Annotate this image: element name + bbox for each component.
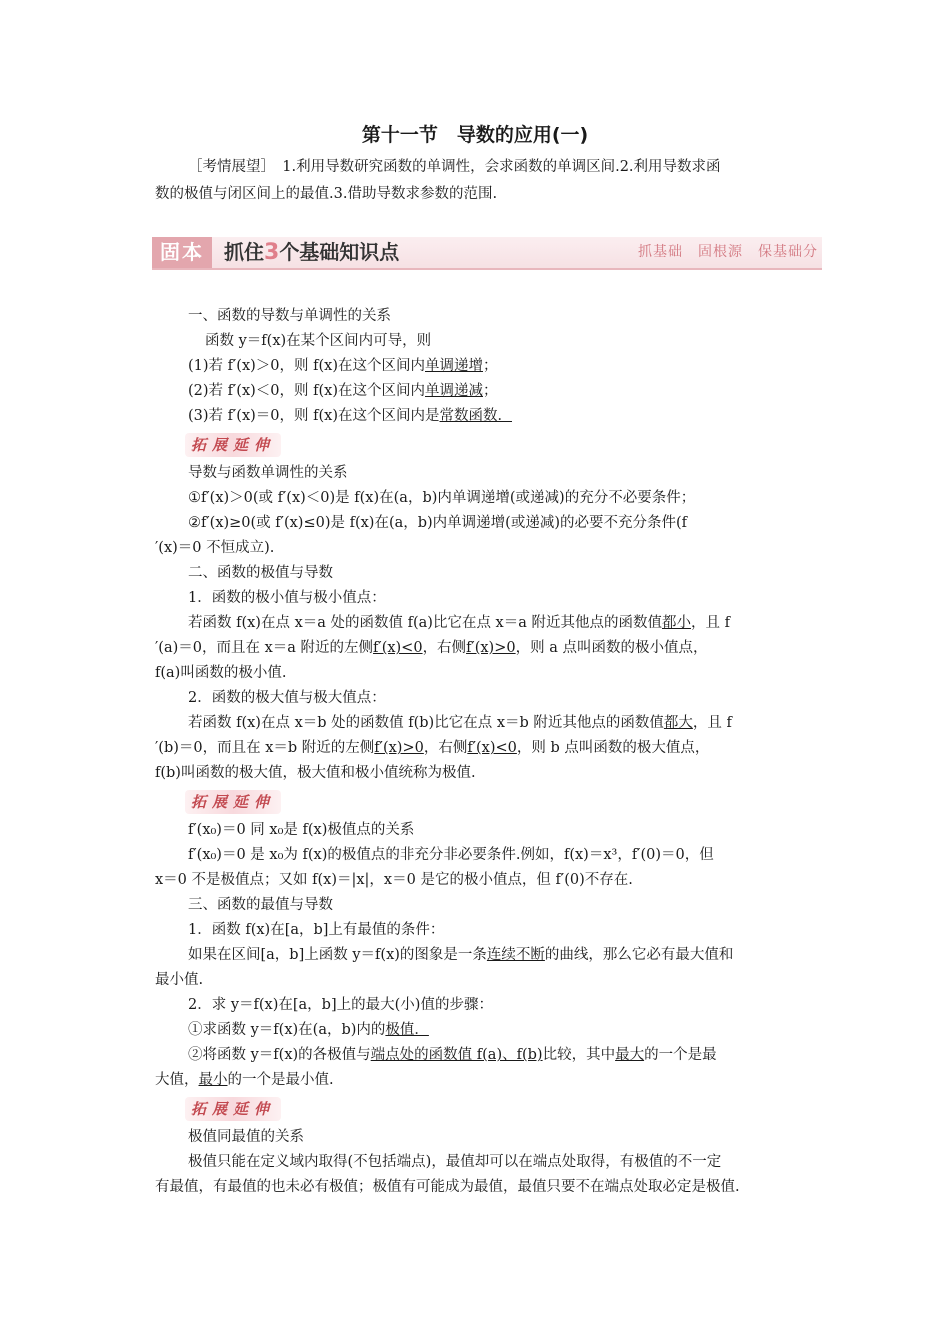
text: 如果在区间[a，b]上函数 y＝f(x)的图象是一条 bbox=[188, 947, 487, 963]
extension-heading: 极值同最值的关系 bbox=[188, 1129, 304, 1145]
paragraph bbox=[155, 736, 820, 761]
paragraph bbox=[155, 611, 820, 636]
text: ，右侧 bbox=[422, 640, 467, 656]
text: ； bbox=[483, 383, 498, 399]
text: ，且 f bbox=[692, 715, 732, 731]
text: 的曲线，那么它必有最大值和 bbox=[544, 947, 734, 963]
extension-tag-row bbox=[185, 1097, 820, 1123]
subsection-heading: 1．函数的极小值与极小值点： bbox=[188, 590, 386, 606]
banner-title-pre: 抓住 bbox=[224, 240, 264, 264]
subsection-heading: 2．函数的极大值与极大值点： bbox=[188, 690, 386, 706]
answer-blank: f′(x)>0 bbox=[374, 740, 424, 756]
banner-title bbox=[224, 237, 399, 268]
answer-blank: 极值． bbox=[385, 1022, 429, 1038]
text: 比较，其中 bbox=[542, 1047, 616, 1063]
subsection-heading: 2．求 y＝f(x)在[a，b]上的最大(小)值的步骤： bbox=[188, 997, 493, 1013]
text: (1)若 f′(x)＞0，则 f(x)在这个区间内 bbox=[188, 358, 425, 374]
section-heading: 一、函数的导数与单调性的关系 bbox=[188, 308, 391, 324]
exam-outlook-line: 数的极值与闭区间上的最值.3.借助导数求参数的范围. bbox=[155, 186, 498, 202]
text: ，则 a 点叫函数的极小值点， bbox=[515, 640, 708, 656]
page-title: 第十一节 导数的应用(一) bbox=[361, 124, 589, 146]
extension-tag-row bbox=[185, 790, 820, 816]
text: 若函数 f(x)在点 x＝b 处的函数值 f(b)比它在点 x＝b 附近其他点的函数值 bbox=[188, 715, 664, 731]
paragraph bbox=[155, 1068, 820, 1093]
answer-blank: f′(x)>0 bbox=[466, 640, 516, 656]
answer-blank: 都小 bbox=[661, 615, 691, 631]
condition-line bbox=[155, 379, 820, 404]
text: (2)若 f′(x)＜0，则 f(x)在这个区间内 bbox=[188, 383, 425, 399]
text: ，且 f bbox=[690, 615, 730, 631]
text: 的一个是最 bbox=[644, 1047, 717, 1063]
banner-label: 固本 bbox=[152, 237, 212, 268]
paragraph: ①f′(x)＞0(或 f′(x)＜0)是 f(x)在(a，b)内单调递增(或递减)的充分不必要条件； bbox=[188, 490, 696, 506]
paragraph: 有最值，有最值的也未必有极值；极值有可能成为最值，最值只要不在端点处取必定是极值. bbox=[155, 1179, 740, 1195]
paragraph: ②f′(x)≥0(或 f′(x)≤0)是 f(x)在(a，b)内单调递增(或递减)的必要不充分条件(f bbox=[188, 515, 688, 531]
text: (3)若 f′(x)＝0，则 f(x)在这个区间内是 bbox=[188, 408, 440, 424]
text: ，则 b 点叫函数的极大值点， bbox=[516, 740, 710, 756]
paragraph: 极值只能在定义域内取得(不包括端点)，最值却可以在端点处取得，有极值的不一定 bbox=[188, 1154, 722, 1170]
extension-tag: 拓展延伸 bbox=[185, 1097, 281, 1121]
answer-blank: 最小 bbox=[198, 1072, 228, 1088]
banner-title-post: 个基础知识点 bbox=[279, 240, 400, 264]
paragraph: 函数 y＝f(x)在某个区间内可导，则 bbox=[205, 333, 432, 349]
paragraph: f(b)叫函数的极大值，极大值和极小值统称为极值. bbox=[155, 765, 476, 781]
answer-blank: 单调递增 bbox=[425, 358, 483, 374]
paragraph bbox=[155, 1043, 820, 1068]
text: 若函数 f(x)在点 x＝a 处的函数值 f(a)比它在点 x＝a 附近其他点的函数值 bbox=[188, 615, 662, 631]
answer-blank: 常数函数． bbox=[439, 408, 512, 424]
condition-line bbox=[155, 404, 820, 429]
section-heading: 三、函数的最值与导数 bbox=[188, 897, 333, 913]
answer-blank: 端点处的函数值 f(a)、f(b) bbox=[370, 1047, 543, 1063]
text: ； bbox=[483, 358, 498, 374]
condition-line bbox=[155, 354, 820, 379]
exam-outlook bbox=[155, 154, 820, 208]
paragraph: ′(x)＝0 不恒成立). bbox=[155, 540, 275, 556]
paragraph: x＝0 不是极值点；又如 f(x)＝|x|，x＝0 是它的极小值点，但 f′(0)不存在. bbox=[155, 872, 633, 888]
exam-outlook-line: ［考情展望］ 1.利用导数研究函数的单调性，会求函数的单调区间.2.利用导数求函 bbox=[188, 159, 721, 175]
section-banner bbox=[152, 237, 822, 270]
text: 的一个是最小值. bbox=[227, 1072, 334, 1088]
text: ②将函数 y＝f(x)的各极值与 bbox=[188, 1047, 371, 1063]
answer-blank: 单调递减 bbox=[425, 383, 483, 399]
answer-blank: 最大 bbox=[615, 1047, 645, 1063]
main-content bbox=[155, 304, 820, 1200]
answer-blank: f′(x)<0 bbox=[467, 740, 517, 756]
text: ①求函数 y＝f(x)在(a，b)内的 bbox=[188, 1022, 386, 1038]
subsection-heading: 1．函数 f(x)在[a，b]上有最值的条件： bbox=[188, 922, 445, 938]
banner-slogan: 抓基础 固根源 保基础分 bbox=[638, 244, 818, 260]
paragraph: f(a)叫函数的极小值. bbox=[155, 665, 287, 681]
text: 大值， bbox=[155, 1072, 199, 1088]
paragraph: f′(x₀)＝0 是 x₀为 f(x)的极值点的非充分非必要条件.例如，f(x)＝x³，f′(0)＝0，但 bbox=[188, 847, 714, 863]
paragraph bbox=[155, 943, 820, 968]
answer-blank: 都大 bbox=[663, 715, 693, 731]
answer-blank: f′(x)<0 bbox=[373, 640, 423, 656]
text: ′(b)＝0，而且在 x＝b 附近的左侧 bbox=[155, 740, 375, 756]
paragraph bbox=[155, 636, 820, 661]
banner-title-number: 3 bbox=[264, 240, 280, 265]
text: ，右侧 bbox=[423, 740, 468, 756]
extension-tag-row bbox=[185, 433, 820, 459]
banner-underline bbox=[152, 268, 822, 270]
extension-heading: 导数与函数单调性的关系 bbox=[188, 465, 348, 481]
paragraph bbox=[155, 711, 820, 736]
extension-tag: 拓展延伸 bbox=[185, 433, 281, 457]
text: ′(a)＝0，而且在 x＝a 附近的左侧 bbox=[155, 640, 374, 656]
extension-tag: 拓展延伸 bbox=[185, 790, 281, 814]
section-heading: 二、函数的极值与导数 bbox=[188, 565, 333, 581]
paragraph bbox=[155, 1018, 820, 1043]
extension-heading: f′(x₀)＝0 同 x₀是 f(x)极值点的关系 bbox=[188, 822, 415, 838]
answer-blank: 连续不断 bbox=[486, 947, 545, 963]
paragraph: 最小值. bbox=[155, 972, 204, 988]
